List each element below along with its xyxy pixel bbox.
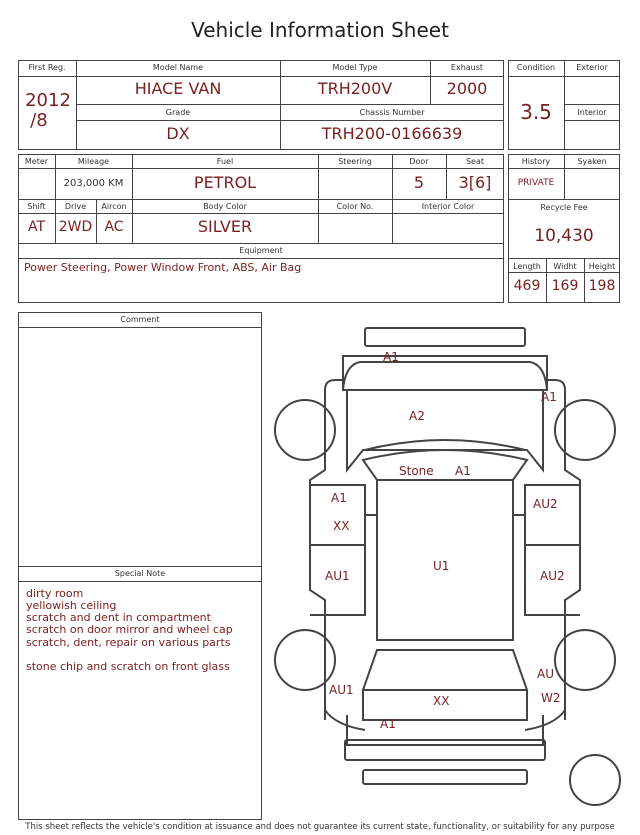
steering-label: Steering [338,157,372,166]
interior-label: Interior [577,108,607,117]
page-title: Vehicle Information Sheet [191,18,449,42]
first-reg-month: /8 [30,110,48,131]
equipment-label: Equipment [239,246,283,255]
diagram-mark: A2 [409,409,425,423]
fuel-label: Fuel [216,157,234,166]
model-type-label: Model Type [332,63,378,72]
seat-value: 3[6] [458,173,492,192]
recycle-fee-label: Recycle Fee [540,203,588,212]
aircon-value: AC [104,219,124,235]
model-type-value: TRH200V [317,79,393,98]
diagram-mark: AU1 [325,569,350,583]
body-color-value: SILVER [197,217,253,236]
door-value: 5 [413,173,425,192]
diagram-mark: A1 [331,491,347,505]
fuel-value: PETROL [193,173,257,192]
body-color-label: Body Color [203,202,247,211]
special-note-item: dirty room [26,587,84,600]
shift-value: AT [27,219,46,235]
door-label: Door [409,157,429,166]
grade-label: Grade [165,108,191,117]
history-value: PRIVATE [517,178,555,188]
special-note-item: scratch on door mirror and wheel cap [26,623,233,636]
syaken-label: Syaken [577,157,607,166]
vehicle-damage-diagram [265,320,625,820]
length-value: 469 [513,278,541,294]
mileage-value: 203,000 KM [63,178,124,189]
diagram-mark: A1 [380,717,396,731]
history-label: History [521,157,551,166]
seat-label: Seat [465,157,485,166]
chassis-number-value: TRH200-0166639 [321,124,463,143]
condition-label: Condition [516,63,556,72]
chassis-number-label: Chassis Number [359,108,425,117]
exhaust-value: 2000 [446,79,488,98]
mileage-label: Mileage [77,157,110,166]
interior-color-label: Interior Color [421,202,475,211]
disclaimer-footer: This sheet reflects the vehicle's condition at issuance and does not guarantee its current state, functionality, or suitability for any purpose [25,822,615,832]
special-note-item: scratch and dent in compartment [26,611,211,624]
diagram-mark: Stone [399,464,434,478]
aircon-label: Aircon [101,202,127,211]
diagram-mark: A1 [541,390,557,404]
special-note-item: yellowish ceiling [26,599,117,612]
width-value: 169 [551,278,579,294]
diagram-mark: AU [537,667,554,681]
meter-label: Meter [24,157,49,166]
diagram-mark: U1 [433,559,450,573]
exterior-label: Exterior [576,63,608,72]
height-value: 198 [588,278,616,294]
recycle-fee-value: 10,430 [534,226,594,246]
width-label: Widht [553,262,577,271]
color-no-label: Color No. [336,202,374,211]
drive-value: 2WD [58,219,93,235]
shift-label: Shift [27,202,46,211]
height-label: Height [588,262,616,271]
comment-label: Comment [120,315,160,324]
diagram-mark: W2 [541,691,561,705]
special-note-item: scratch, dent, repair on various parts [26,636,231,649]
drive-label: Drive [64,202,87,211]
length-label: Length [513,262,541,271]
model-name-value: HIACE VAN [134,79,222,98]
diagram-mark: AU1 [329,683,354,697]
diagram-mark: AU2 [533,497,558,511]
diagram-mark: A1 [455,464,471,478]
diagram-mark: XX [333,519,350,533]
first-reg-year: 2012 [25,90,71,111]
model-name-label: Model Name [152,63,204,72]
exhaust-label: Exhaust [450,63,484,72]
first-reg-label: First Reg. [28,63,66,72]
special-note-label: Special Note [114,569,166,578]
diagram-mark: XX [433,694,450,708]
diagram-mark: AU2 [540,569,565,583]
grade-value: DX [166,124,190,143]
condition-value: 3.5 [520,100,552,124]
special-note-item: stone chip and scratch on front glass [26,660,230,673]
diagram-mark: A1 [383,350,399,364]
equipment-value: Power Steering, Power Window Front, ABS, Air Bag [24,261,302,274]
